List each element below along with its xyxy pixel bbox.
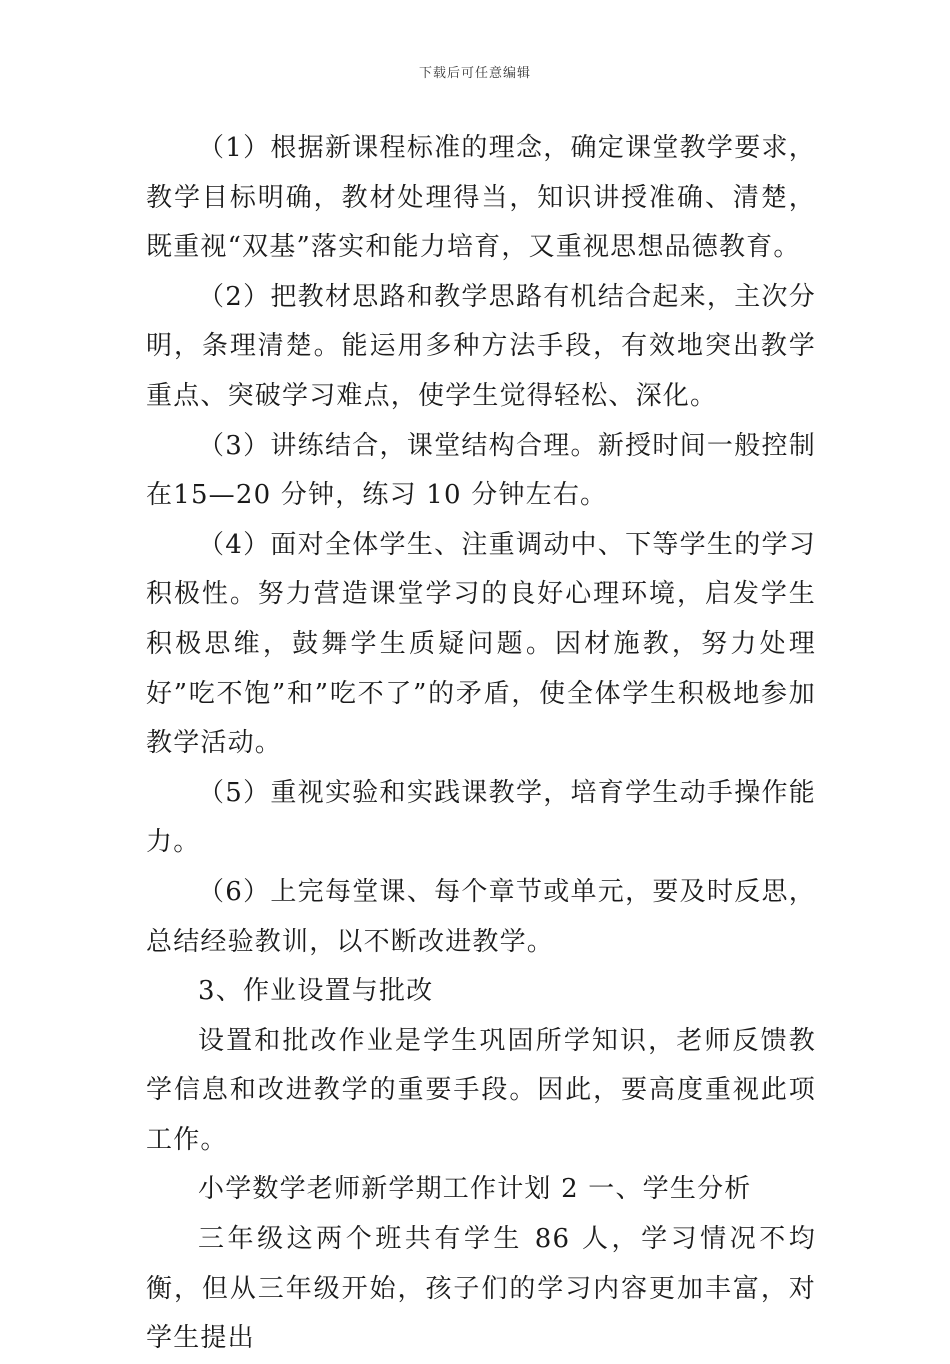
paragraph-item-5: （5）重视实验和实践课教学，培育学生动手操作能力。 (146, 777, 816, 858)
paragraph-item-3: （3）讲练结合，课堂结构合理。新授时间一般控制在15—20 分钟，练习 10 分钟左右。 (146, 430, 816, 511)
paragraph-item-4: （4）面对全体学生、注重调动中、下等学生的学习积极性。努力营造课堂学习的良好心理环境，启发学生积极思维，鼓舞学生质疑问题。因材施教，努力处理好”吃不饱”和”吃不了”的矛盾，使全体学生积极地参加教学活动。 (146, 529, 816, 759)
section-heading-homework: 3、作业设置与批改 (198, 976, 434, 1007)
document-body (146, 124, 816, 1364)
paragraph-homework: 设置和批改作业是学生巩固所学知识，老师反馈教学信息和改进教学的重要手段。因此，要高度重视此项工作。 (146, 1025, 816, 1155)
paragraph-item-2: （2）把教材思路和教学思路有机结合起来，主次分明，条理清楚。能运用多种方法手段，有效地突出教学重点、突破学习难点，使学生觉得轻松、深化。 (146, 281, 816, 411)
paragraph-item-1: （1）根据新课程标准的理念，确定课堂教学要求，教学目标明确，教材处理得当，知识讲授准确、清楚，既重视“双基”落实和能力培育，又重视思想品德教育。 (146, 133, 816, 263)
paragraph-item-6: （6）上完每堂课、每个章节或单元，要及时反思，总结经验教训，以不断改进教学。 (146, 876, 816, 957)
page-header: 下载后可任意编辑 (418, 66, 531, 81)
section-heading-plan-2: 小学数学老师新学期工作计划 2 一、学生分析 (198, 1174, 752, 1205)
paragraph-student-analysis: 三年级这两个班共有学生 86 人，学习情况不均衡，但从三年级开始，孩子们的学习内容更加丰富，对学生提出 (146, 1224, 816, 1354)
